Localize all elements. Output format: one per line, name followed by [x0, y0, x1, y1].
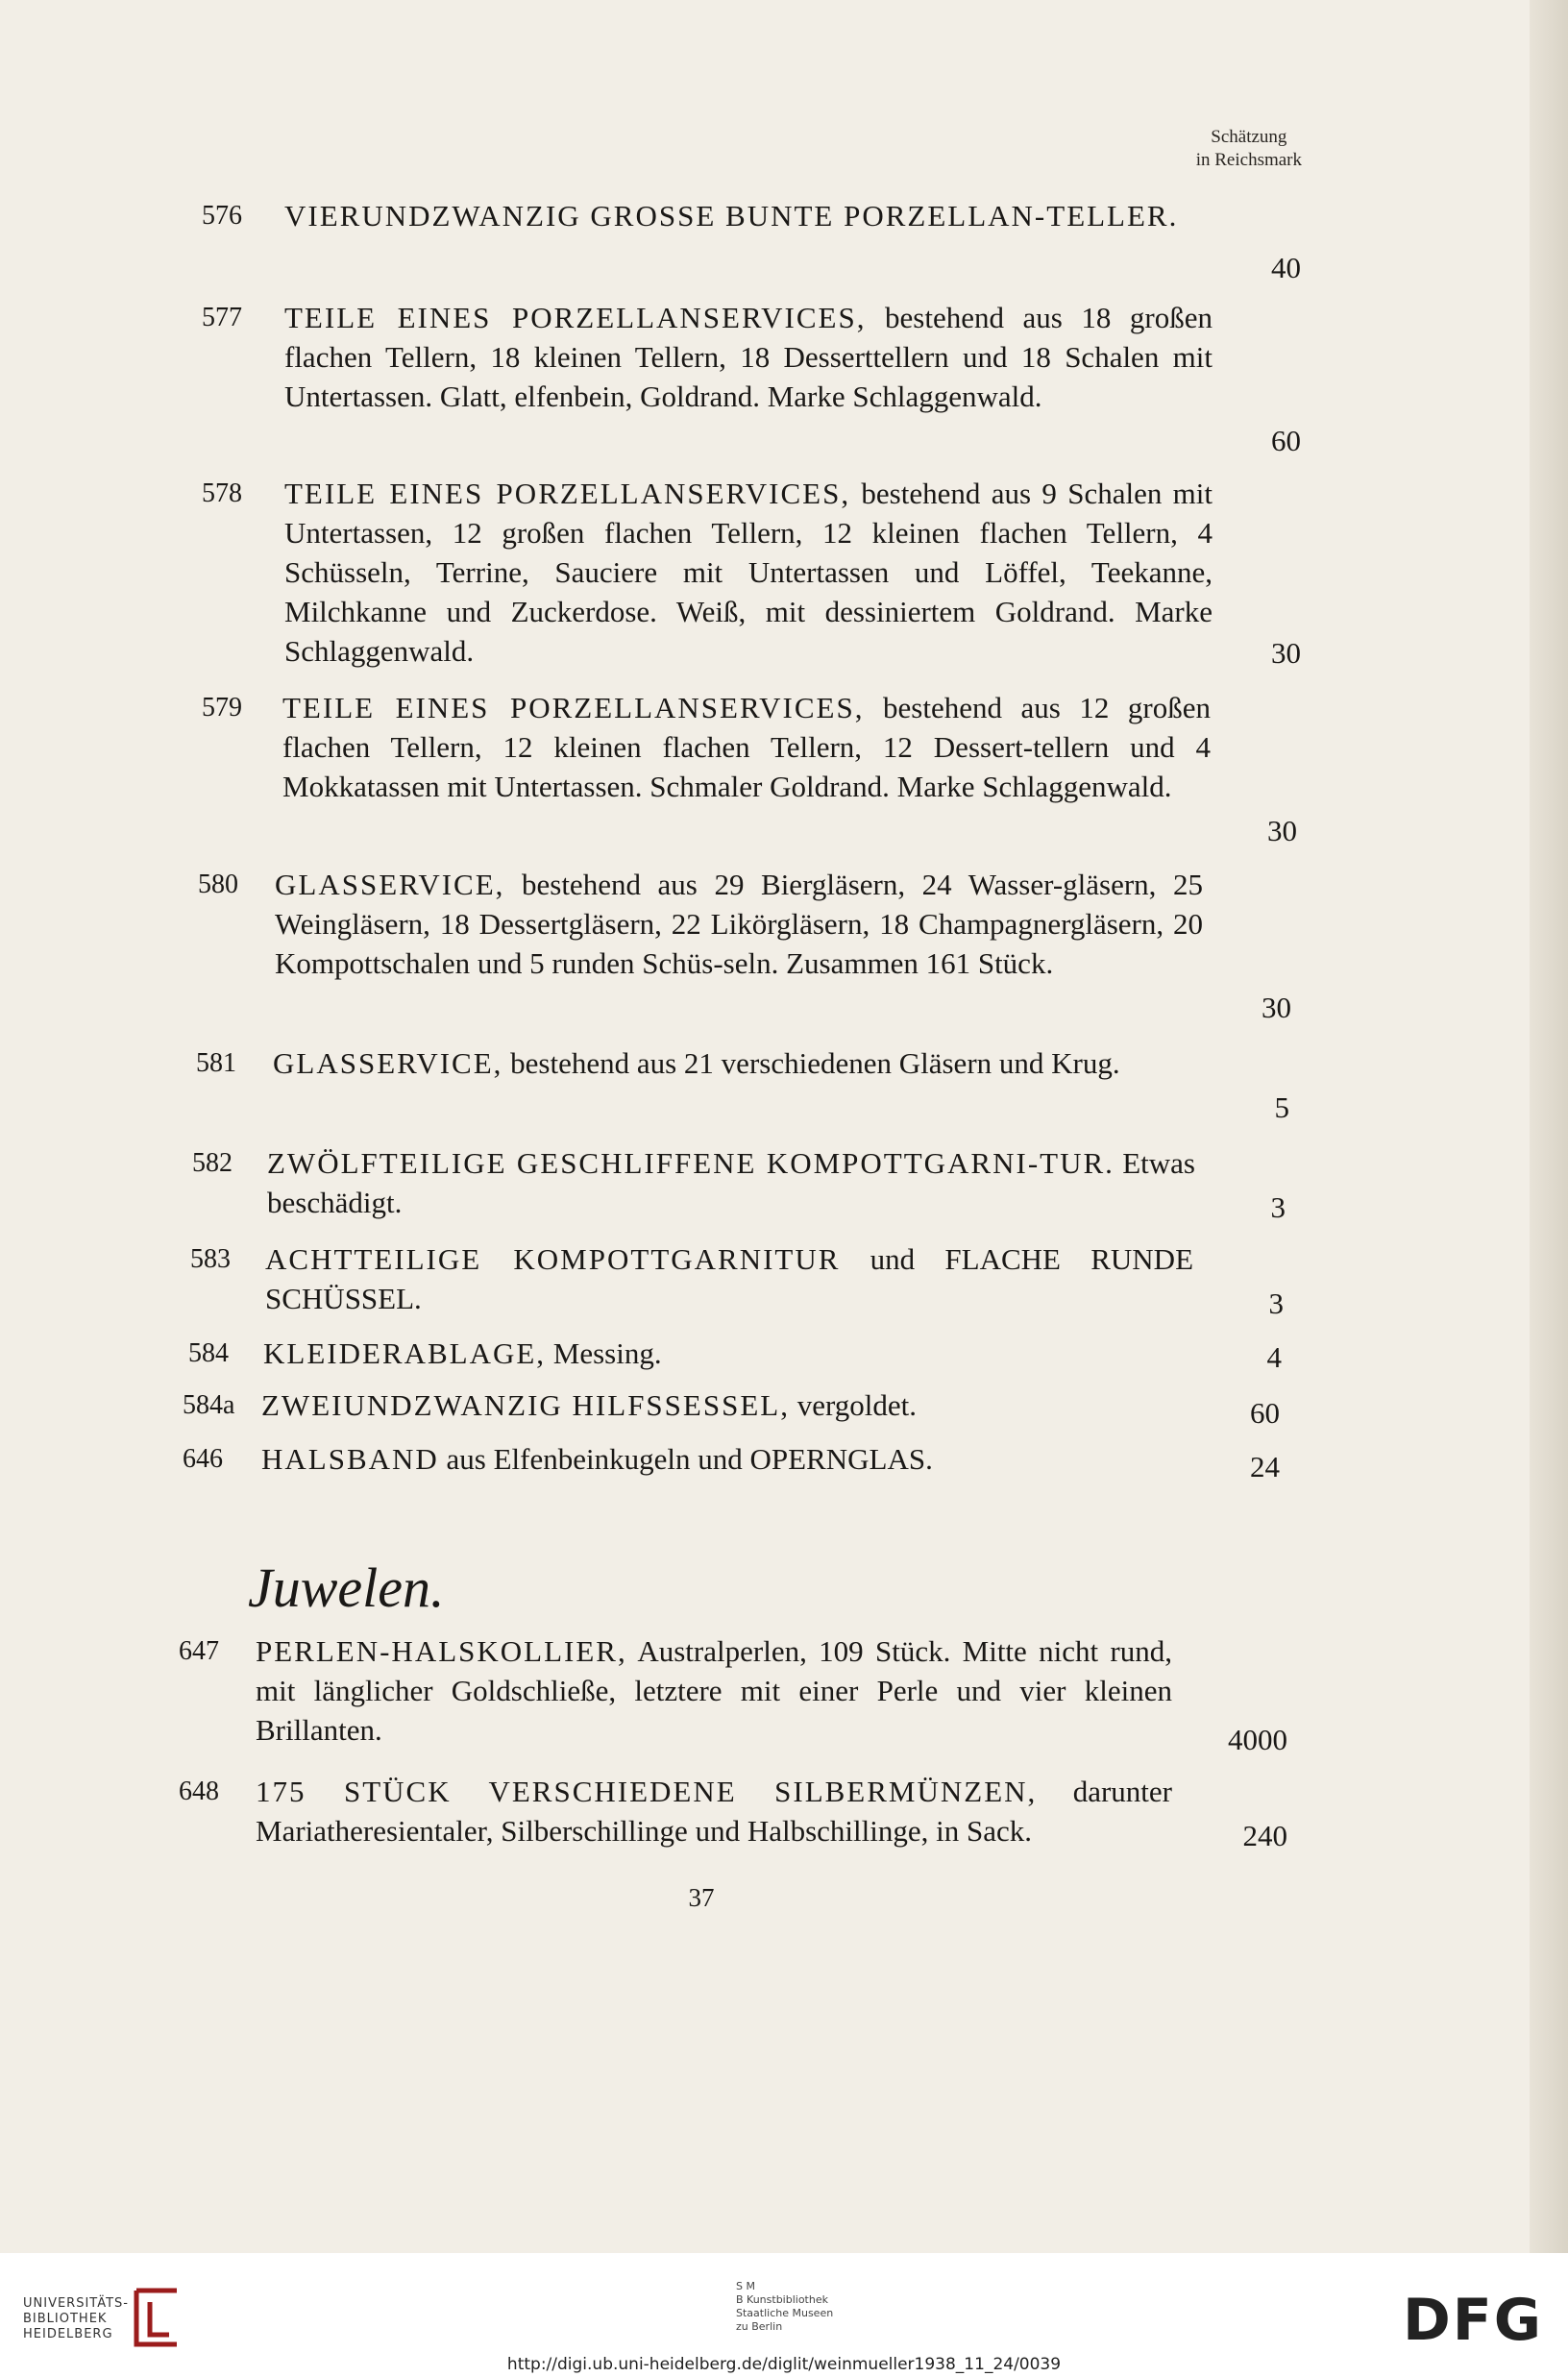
entry-description: Etwas beschädigt.	[267, 1146, 1195, 1219]
lot-number: 583	[190, 1244, 231, 1274]
entry-title: ACHTTEILIGE KOMPOTTGARNITUR	[265, 1242, 841, 1276]
lot-number: 576	[202, 201, 242, 231]
entry-description: Messing.	[552, 1336, 662, 1370]
entry-text	[275, 865, 1203, 983]
lot-number: 580	[198, 870, 238, 899]
entry-text	[284, 196, 1213, 235]
entry-text	[284, 474, 1213, 671]
entry-text	[263, 1334, 1191, 1373]
estimate-price: 60	[1271, 424, 1301, 457]
lot-number: 577	[202, 303, 242, 332]
estimate-price: 3	[1268, 1287, 1284, 1320]
entry-description: bestehend aus 9 Schalen mit Untertassen, 12 großen flachen Tellern, 12 kleinen flachen Tellern, 4 Schüsseln, Terrine, Sauciere mit Untertassen und Löffel, Teekanne, Milchkanne und Zuckerdose. Weiß, mit dessiniertem Goldrand. Marke Schlaggenwald.	[284, 477, 1213, 668]
estimate-price: 5	[1274, 1090, 1289, 1124]
sm-logo-line3: Staatliche Museen	[736, 2307, 834, 2319]
estimate-header-line2: in Reichsmark	[1195, 150, 1302, 170]
viewer-footer	[0, 2253, 1568, 2377]
sm-logo-line1: S M	[736, 2280, 755, 2292]
university-library-logo[interactable]	[23, 2296, 129, 2342]
entry-title: ZWEIUNDZWANZIG HILFSSESSEL,	[261, 1388, 790, 1422]
entry-description: Australperlen, 109 Stück. Mitte nicht rund, mit länglicher Goldschließe, letztere mit einer Perle und vier kleinen Brillanten.	[256, 1634, 1173, 1747]
section-title: Juwelen.	[248, 1556, 445, 1619]
entry-text	[282, 688, 1211, 806]
entry-text	[261, 1439, 1189, 1479]
estimate-price: 3	[1270, 1190, 1286, 1224]
sm-logo-line2: B Kunstbibliothek	[736, 2293, 828, 2306]
lot-number: 647	[179, 1636, 219, 1666]
entry-title: KLEIDERABLAGE,	[263, 1336, 547, 1370]
entry-text	[265, 1239, 1193, 1318]
uni-logo-line2: BIBLIOTHEK	[23, 2312, 108, 2326]
estimate-header	[1196, 126, 1302, 172]
entry-title: HALSBAND	[261, 1442, 439, 1476]
entry-text	[273, 1043, 1201, 1083]
entry-title: GLASSERVICE,	[273, 1046, 503, 1080]
entry-text	[256, 1631, 1172, 1750]
entry-text	[284, 298, 1213, 416]
entry-title: TEILE EINES PORZELLANSERVICES,	[284, 301, 867, 334]
estimate-price: 4	[1266, 1340, 1282, 1374]
library-emblem-icon	[129, 2287, 184, 2348]
lot-number: 582	[192, 1148, 233, 1178]
uni-logo-line1: UNIVERSITÄTS-	[23, 2296, 129, 2311]
entry-title: 175 STÜCK VERSCHIEDENE SILBERMÜNZEN,	[256, 1775, 1038, 1808]
lot-number: 579	[202, 693, 242, 723]
entry-description: bestehend aus 29 Biergläsern, 24 Wasser-gläsern, 25 Weingläsern, 18 Dessertgläsern, 22 Likörgläsern, 18 Champagnergläsern, 20 Kompottschalen und 5 runden Schüs-seln. Zusammen 161 Stück.	[275, 868, 1203, 980]
lot-number: 578	[202, 478, 242, 508]
estimate-header-line1: Schätzung	[1211, 127, 1287, 147]
lot-number: 584	[188, 1338, 229, 1368]
sm-logo-line4: zu Berlin	[736, 2320, 783, 2333]
uni-logo-line3: HEIDELBERG	[23, 2327, 113, 2341]
entry-title: TEILE EINES PORZELLANSERVICES,	[282, 691, 865, 724]
estimate-price: 4000	[1228, 1723, 1287, 1756]
entry-text	[256, 1772, 1172, 1850]
estimate-price: 240	[1242, 1819, 1287, 1852]
entry-title: TEILE EINES PORZELLANSERVICES,	[284, 477, 851, 510]
lot-number: 646	[183, 1444, 223, 1474]
permalink-url[interactable]: http://digi.ub.uni-heidelberg.de/diglit/weinmueller1938_11_24/0039	[506, 2355, 1062, 2374]
sm-kunstbibliothek-logo[interactable]	[736, 2280, 833, 2334]
estimate-price: 30	[1267, 814, 1297, 847]
dfg-logo[interactable]: DFG	[1402, 2287, 1543, 2354]
page-number: 37	[688, 1883, 715, 1912]
entry-title: GLASSERVICE,	[275, 868, 505, 901]
estimate-price: 60	[1250, 1396, 1280, 1430]
entry-text	[261, 1385, 1189, 1425]
page-edge	[1530, 0, 1568, 2253]
entry-description: darunter Mariatheresientaler, Silberschillinge und Halbschillinge, in Sack.	[256, 1775, 1172, 1848]
entry-title: VIERUNDZWANZIG GROSSE BUNTE PORZELLAN-TELLER.	[284, 199, 1179, 233]
lot-number: 584a	[183, 1390, 235, 1420]
entry-description: bestehend aus 18 großen flachen Tellern, 18 kleinen Tellern, 18 Desserttellern und 18 Schalen mit Untertassen. Glatt, elfenbein, Goldrand. Marke Schlaggenwald.	[284, 301, 1213, 413]
entry-description: aus Elfenbeinkugeln und OPERNGLAS.	[446, 1442, 933, 1476]
estimate-price: 24	[1250, 1450, 1280, 1483]
entry-title: ZWÖLFTEILIGE GESCHLIFFENE KOMPOTTGARNI-TUR.	[267, 1146, 1115, 1180]
estimate-price: 40	[1271, 251, 1301, 284]
entry-description: bestehend aus 21 verschiedenen Gläsern und Krug.	[510, 1046, 1120, 1080]
entry-description: und FLACHE RUNDE SCHÜSSEL.	[265, 1242, 1194, 1315]
lot-number: 581	[196, 1048, 236, 1078]
entry-title: PERLEN-HALSKOLLIER,	[256, 1634, 627, 1668]
entry-description: vergoldet.	[796, 1388, 917, 1422]
estimate-price: 30	[1271, 636, 1301, 670]
lot-number: 648	[179, 1777, 219, 1806]
entry-description: bestehend aus 12 großen flachen Tellern, 12 kleinen flachen Tellern, 12 Dessert-tellern und 4 Mokkatassen mit Untertassen. Schmaler Goldrand. Marke Schlaggenwald.	[282, 691, 1212, 803]
entry-text	[267, 1143, 1195, 1222]
estimate-price: 30	[1262, 991, 1291, 1024]
